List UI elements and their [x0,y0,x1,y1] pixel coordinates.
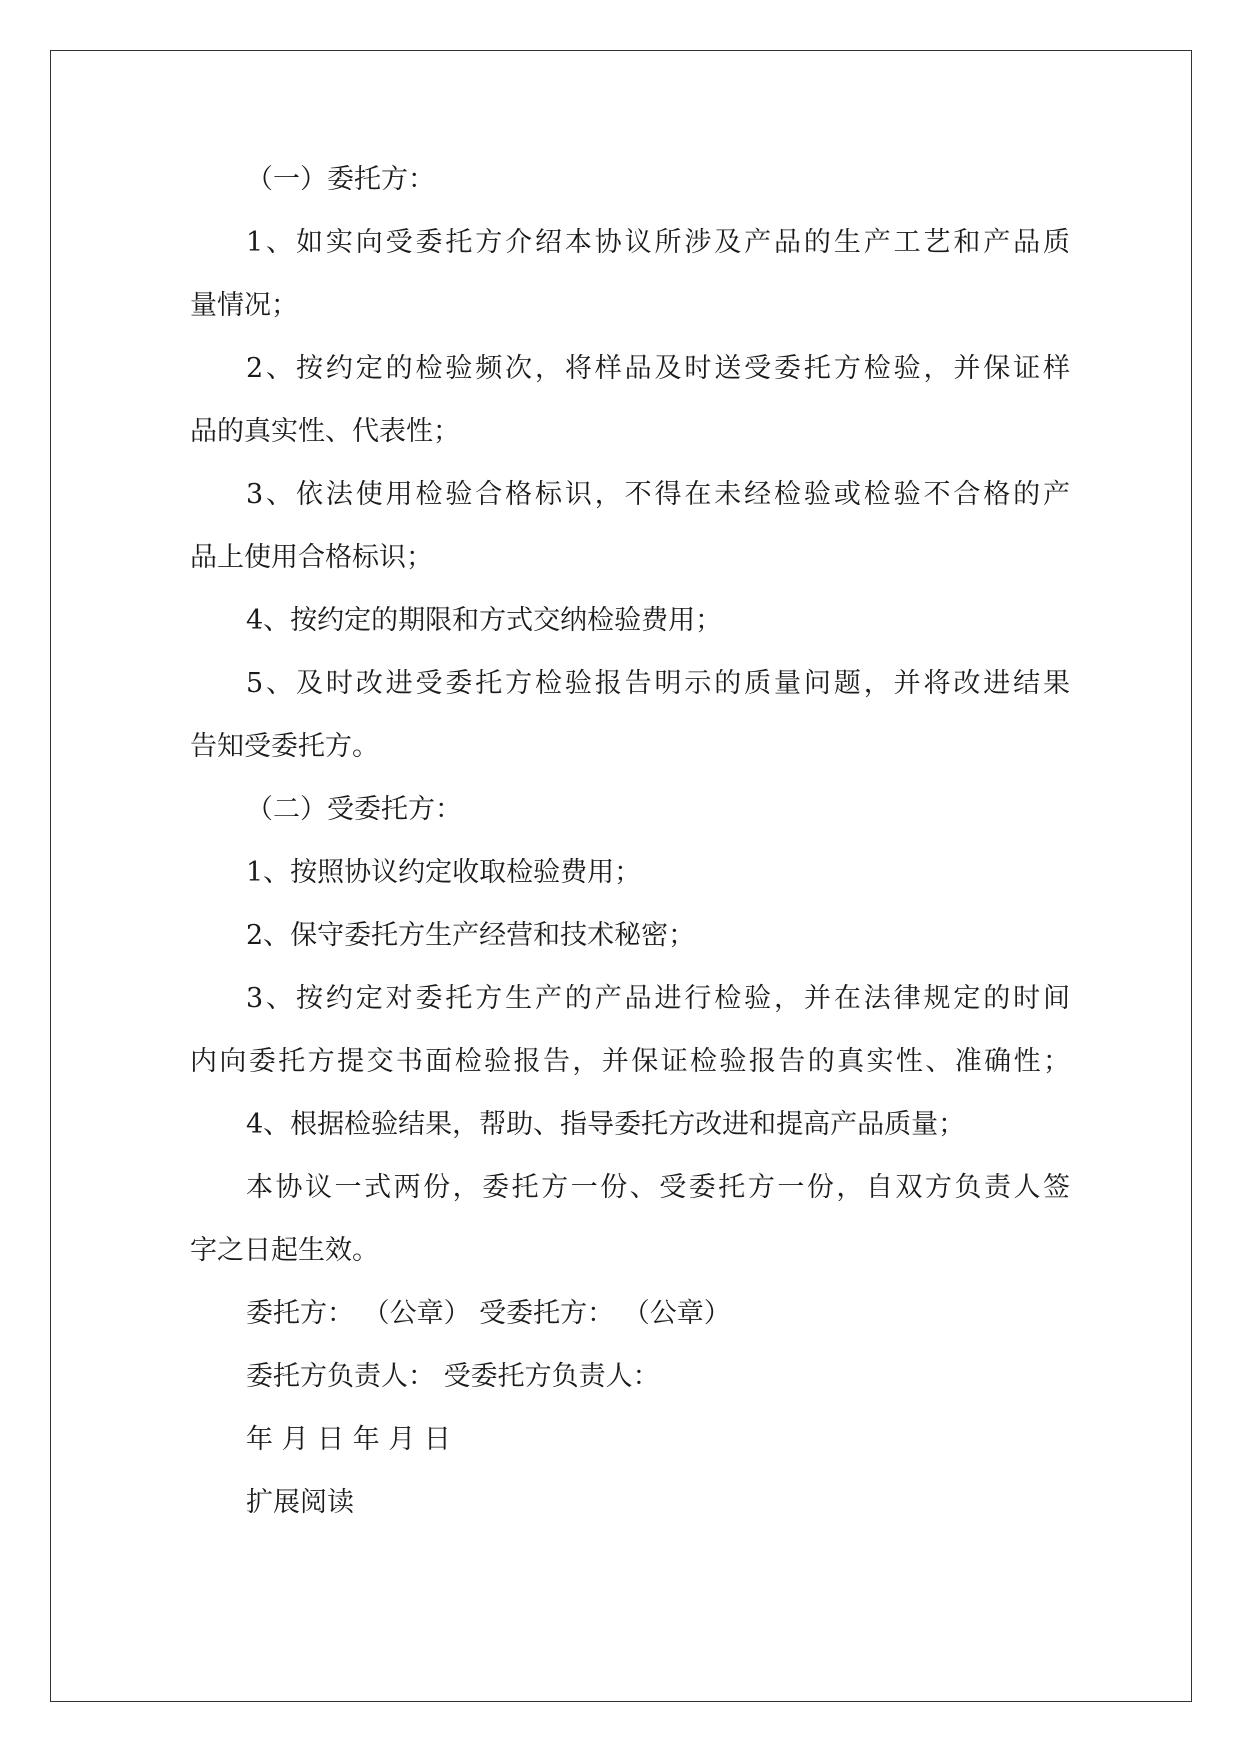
paragraph-line: 品的真实性、代表性； [190,416,460,447]
paragraph-line: 1、按照协议约定收取检验费用； [246,857,642,888]
paragraph-line: 本协议一式两份，委托方一份、受委托方一份，自双方负责人签 [246,1172,1070,1203]
paragraph-line: 内向委托方提交书面检验报告，并保证检验报告的真实性、准确性； [190,1046,1070,1077]
paragraph-line: 2、按约定的检验频次，将样品及时送受委托方检验，并保证样 [246,353,1070,384]
paragraph-line: 告知受委托方。 [190,731,379,762]
paragraph-line: 品上使用合格标识； [190,542,433,573]
section-heading-trustee: （二）受委托方： [246,794,462,825]
signature-responsible-line: 委托方负责人： 受委托方负责人： [246,1361,660,1392]
paragraph-line: 3、依法使用检验合格标识，不得在未经检验或检验不合格的产 [246,479,1070,510]
paragraph-line: 4、根据检验结果，帮助、指导委托方改进和提高产品质量； [246,1109,966,1140]
paragraph-line: 2、保守委托方生产经营和技术秘密； [246,920,696,951]
signature-date-line: 年 月 日 年 月 日 [246,1424,451,1455]
paragraph-line: 3、按约定对委托方生产的产品进行检验，并在法律规定的时间 [246,983,1070,1014]
extended-reading-heading: 扩展阅读 [246,1487,354,1518]
paragraph-line: 字之日起生效。 [190,1235,379,1266]
paragraph-line: 4、按约定的期限和方式交纳检验费用； [246,605,723,636]
paragraph-line: 量情况； [190,290,298,321]
signature-seal-line: 委托方： （公章） 受委托方： （公章） [246,1298,731,1329]
paragraph-line: 1、如实向受委托方介绍本协议所涉及产品的生产工艺和产品质 [246,227,1070,258]
section-heading-delegator: （一）委托方： [246,164,435,195]
paragraph-line: 5、及时改进受委托方检验报告明示的质量问题，并将改进结果 [246,668,1070,699]
